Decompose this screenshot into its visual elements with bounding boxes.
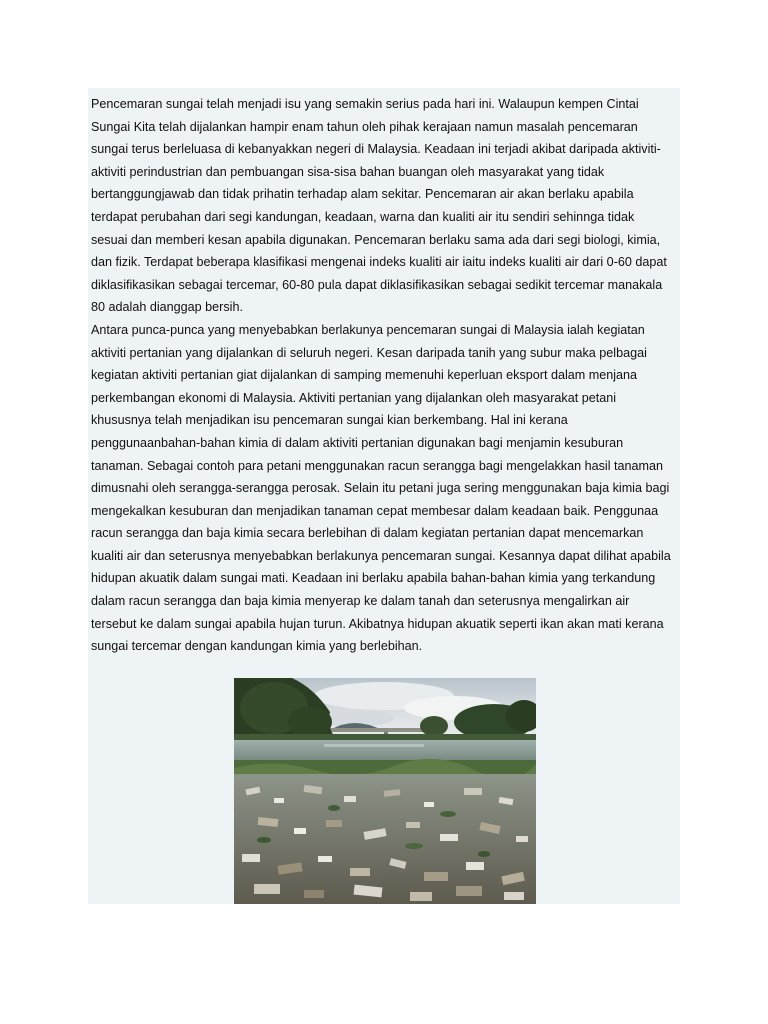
river-pollution-photo — [234, 678, 536, 904]
paragraph-causes: Antara punca-punca yang menyebabkan berlakunya pencemaran sungai di Malaysia ialah kegiatan aktiviti pertanian yang dijalankan di seluruh negeri. Kesan daripada tanih yang subur maka pelbagai kegiatan aktiviti pertanian giat dijalankan di samping memenuhi keperluan eksport dalam menjana perkembangan ekonomi di Malaysia. Aktiviti pertanian yang dijalankan oleh masyarakat petani khususnya telah menjadikan isu pencemaran sungai kian berkembang. Hal ini kerana penggunaanbahan-bahan kimia di dalam aktiviti pertanian digunakan bagi menjamin kesuburan tanaman. Sebagai contoh para petani menggunakan racun serangga bagi mengelakkan hasil tanaman dimusnahi oleh serangga-serangga perosak. Selain itu petani juga sering menggunakan baja kimia bagi mengekalkan kesuburan dan menjadikan tanaman cepat membesar dalam keadaan baik. Penggunaa racun serangga dan baja kimia secara berlebihan di dalam kegiatan pertanian dapat mencemarkan kualiti air dan seterusnya menyebabkan berlakunya pencemaran sungai. Kesannya dapat dilihat apabila hidupan akuatik dalam sungai mati. Keadaan ini berlaku apabila bahan-bahan kimia yang terkandung dalam racun serangga dan baja kimia menyerap ke dalam tanah dan seterusnya mengalirkan air tersebut ke dalam sungai apabila hujan turun. Akibatnya hidupan akuatik seperti ikan akan mati kerana sungai tercemar dengan kandungan kimia yang berlebihan. — [91, 322, 671, 654]
document-page — [88, 88, 680, 904]
paragraph-intro: Pencemaran sungai telah menjadi isu yang semakin serius pada hari ini. Walaupun kempen Cintai Sungai Kita telah dijalankan hampir enam tahun oleh pihak kerajaan namun masalah pencemaran sungai terus berleluasa di kebanyakkan negeri di Malaysia. Keadaan ini terjadi akibat daripada aktiviti-aktiviti perindustrian dan pembuangan sisa-sisa bahan buangan oleh masyarakat yang tidak bertanggungjawab dan tidak prihatin terhadap alam sekitar. Pencemaran air akan berlaku apabila terdapat perubahan dari segi kandungan, keadaan, warna dan kualiti air itu sendiri sehinnga tidak sesuai dan memberi kesan apabila digunakan. Pencemaran berlaku sama ada dari segi biologi, kimia, dan fizik. Terdapat beberapa klasifikasi mengenai indeks kualiti air iaitu indeks kualiti air dari 0-60 dapat diklasifikasikan sebagai tercemar, 60-80 pula dapat diklasifikasikan sebagai sedikit tercemar manakala 80 adalah dianggap bersih. — [91, 97, 667, 315]
